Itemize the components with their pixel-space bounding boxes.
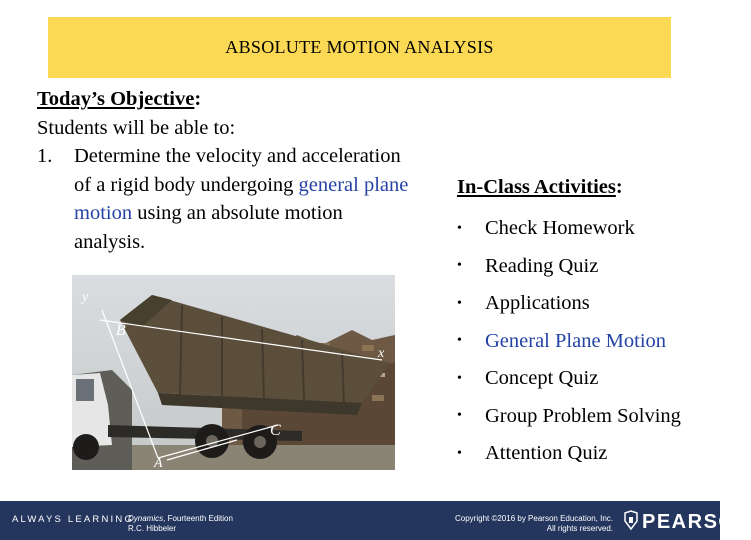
bullet-icon: • [457,220,462,236]
objective-item-text: Determine the velocity and acceleration of a rigid body undergoing general plane motion using an absolute motion analysis. [74,145,409,253]
axis-label-y: y [82,290,89,305]
activity-label: Attention Quiz [485,442,608,465]
activity-label: Concept Quiz [485,367,599,390]
activity-item [457,285,681,323]
bullet-icon: • [457,295,462,311]
objective-item [37,142,417,256]
bullet-icon: • [457,408,462,424]
pearson-wordmark: PEARSON [642,511,751,533]
copyright [455,514,613,534]
title-bar [48,17,671,78]
activity-label: Applications [485,292,590,315]
activity-item [457,323,681,361]
bullet-icon: • [457,258,462,274]
book-edition: , Fourteenth Edition [163,514,233,523]
slide-title: ABSOLUTE MOTION ANALYSIS [225,37,494,57]
bullet-icon: • [457,370,462,386]
activity-item [457,210,681,248]
objective-highlight: general plane motion [74,173,409,224]
axis-label-x: x [378,346,385,361]
point-label-c: C [270,422,281,439]
objective-item-number: 1. [37,145,53,167]
activity-label: Reading Quiz [485,254,599,277]
objective-heading: Today’s Objective: [37,88,202,110]
point-label-b: B [116,322,126,339]
activities-heading: In-Class Activities: [457,176,623,198]
point-label-a: A [154,456,163,471]
book-author: R.C. Hibbeler [128,524,177,533]
footer-bar [0,501,751,540]
dump-truck-photo [72,275,395,470]
activities-list [457,210,681,473]
activities-section [457,173,681,473]
bullet-icon: • [457,445,462,461]
always-learning-text: ALWAYS LEARNING [12,514,135,525]
activity-item [457,398,681,436]
copyright-line1: Copyright ©2016 by Pearson Education, Inc. [455,514,613,523]
objective-section [37,85,417,256]
activity-label: Group Problem Solving [485,404,681,427]
activity-item [457,435,681,473]
pearson-logo-icon [623,511,639,531]
objective-intro: Students will be able to: [37,116,236,139]
book-info [128,514,233,534]
copyright-line2: All rights reserved. [546,524,613,533]
activity-item [457,360,681,398]
book-title: Dynamics [128,514,164,523]
activity-label: Check Homework [485,217,635,240]
activity-item [457,248,681,286]
activity-label: General Plane Motion [485,329,667,352]
bullet-icon: • [457,333,462,349]
